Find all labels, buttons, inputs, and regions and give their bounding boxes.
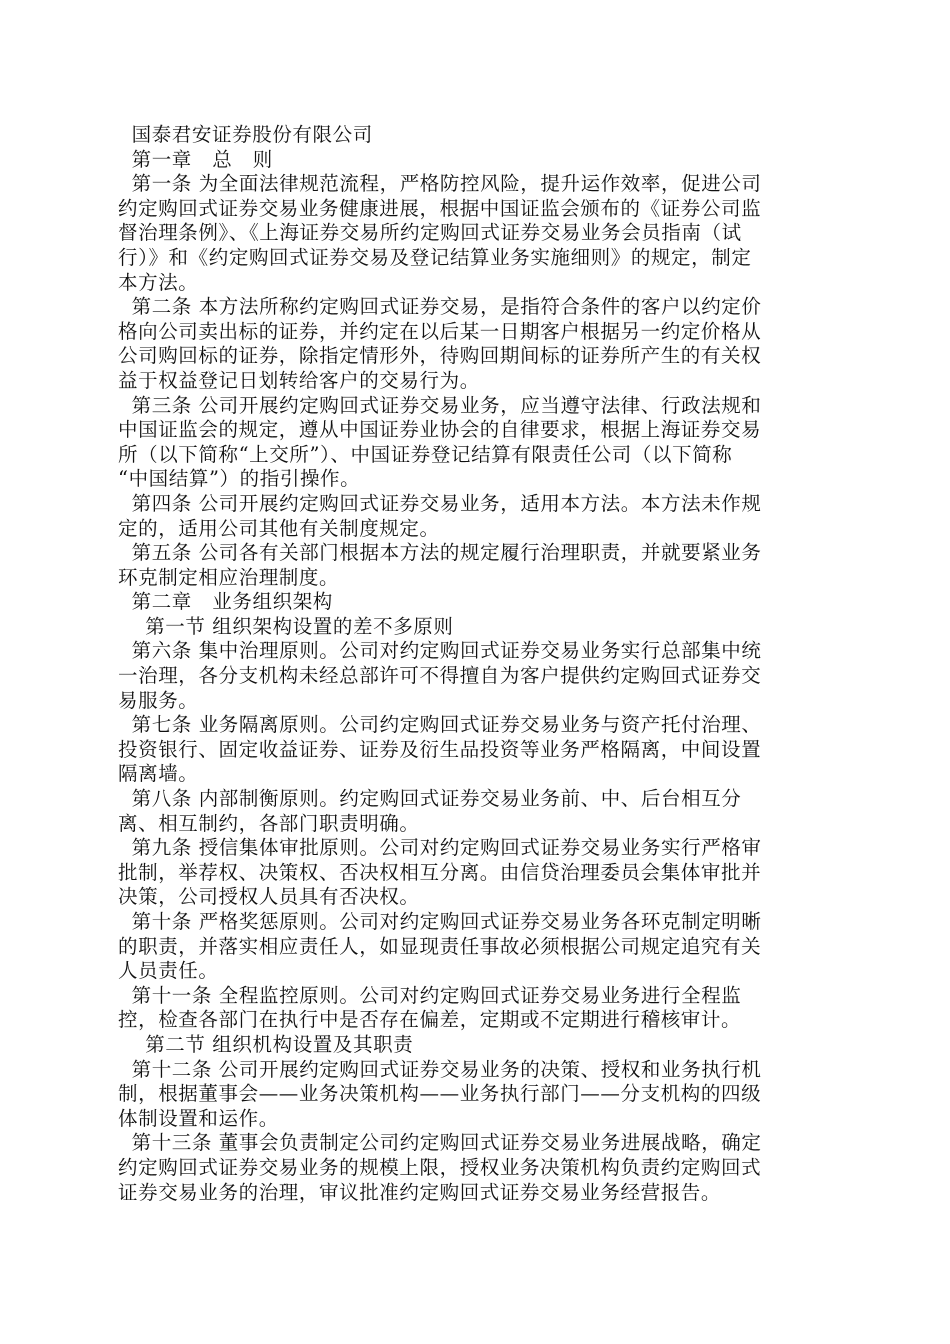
text-line: 第十一条 全程监控原则。公司对约定购回式证券交易业务进行全程监	[118, 983, 742, 1007]
text-line: 第一节 组织架构设置的差不多原则	[118, 614, 454, 638]
text-line: 隔离墙。	[118, 762, 199, 786]
text-line: 第十条 严格奖惩原则。公司对约定购回式证券交易业务各环克制定明晰	[118, 910, 762, 933]
text-line: 易服务。	[118, 688, 199, 712]
text-line: 约定购回式证券交易业务的规模上限，授权业务决策机构负责约定购回式	[118, 1155, 762, 1179]
text-line: 第四条 公司开展约定购回式证券交易业务，适用本方法。本方法未作规	[118, 491, 762, 515]
text-line: 证券交易业务的治理，审议批准约定购回式证券交易业务经营报告。	[118, 1180, 722, 1204]
text-line: 第二章 业务组织架构	[118, 590, 333, 614]
text-line: 定的，适用公司其他有关制度规定。	[118, 516, 440, 540]
text-line: 第五条 公司各有关部门根据本方法的规定履行治理职责，并就要紧业务	[118, 541, 762, 565]
text-line: 益于权益登记日划转给客户的交易行为。	[118, 368, 480, 392]
text-line: 第十三条 董事会负责制定公司约定购回式证券交易业务进展战略，确定	[118, 1131, 762, 1155]
text-line: 第八条 内部制衡原则。约定购回式证券交易业务前、中、后台相互分	[118, 787, 742, 811]
text-line: 人员责任。	[118, 959, 219, 983]
text-line: 控，检查各部门在执行中是否存在偏差，定期或不定期进行稽核审计。	[118, 1008, 742, 1032]
text-line: 第七条 业务隔离原则。公司约定购回式证券交易业务与资产托付治理、	[118, 713, 762, 737]
text-line: 第九条 授信集体审批原则。公司对约定购回式证券交易业务实行严格审	[118, 836, 762, 860]
text-line: “中国结算”）的指引操作。	[118, 467, 361, 491]
text-line: 行）》和《约定购回式证券交易及登记结算业务实施细则》的规定，制定	[118, 245, 752, 269]
text-line: 第三条 公司开展约定购回式证券交易业务，应当遵守法律、行政法规和	[118, 393, 762, 417]
text-line: 投资银行、固定收益证券、证券及衍生品投资等业务严格隔离，中间设置	[118, 737, 762, 761]
text-line: 第六条 集中治理原则。公司对约定购回式证券交易业务实行总部集中统	[118, 639, 762, 663]
text-line: 国泰君安证券股份有限公司	[118, 123, 373, 146]
text-line: 第十二条 公司开展约定购回式证券交易业务的决策、授权和业务执行机	[118, 1057, 762, 1081]
text-line: 制，根据董事会——业务决策机构——业务执行部门——分支机构的四级	[118, 1082, 762, 1106]
text-line: 第一条 为全面法律规范流程，严格防控风险，提升运作效率，促进公司	[118, 172, 762, 196]
text-line: 中国证监会的规定，遵从中国证券业协会的自律要求，根据上海证券交易	[118, 418, 762, 442]
text-line: 体制设置和运作。	[118, 1106, 279, 1130]
text-line: 本方法。	[118, 270, 199, 294]
text-line: 一治理，各分支机构未经总部许可不得擅自为客户提供约定购回式证券交	[118, 664, 762, 688]
text-line: 格向公司卖出标的证券，并约定在以后某一日期客户根据另一约定价格从	[118, 319, 762, 343]
text-line: 离、相互制约，各部门职责明确。	[118, 811, 420, 835]
text-line: 的职责，并落实相应责任人，如显现责任事故必须根据公司规定追究有关	[118, 934, 762, 958]
text-line: 第二条 本方法所称约定购回式证券交易，是指符合条件的客户以约定价	[118, 295, 762, 319]
text-line: 督治理条例》、《上海证券交易所约定购回式证券交易业务会员指南（试	[118, 221, 742, 245]
text-line: 第一章 总 则	[118, 147, 273, 171]
text-line: 第二节 组织机构设置及其职责	[118, 1032, 414, 1056]
text-line: 环克制定相应治理制度。	[118, 565, 340, 589]
text-line: 决策，公司授权人员具有否决权。	[118, 885, 420, 909]
text-line: 约定购回式证券交易业务健康进展，根据中国证监会颁布的《证券公司监	[118, 196, 762, 220]
text-line: 批制，举荐权、决策权、否决权相互分离。由信贷治理委员会集体审批并	[118, 860, 762, 884]
text-line: 所（以下简称“上交所”）、中国证券登记结算有限责任公司（以下简称	[118, 442, 733, 466]
document-body	[118, 123, 838, 1205]
text-line: 公司购回标的证券，除指定情形外，待购回期间标的证券所产生的有关权	[118, 344, 762, 368]
